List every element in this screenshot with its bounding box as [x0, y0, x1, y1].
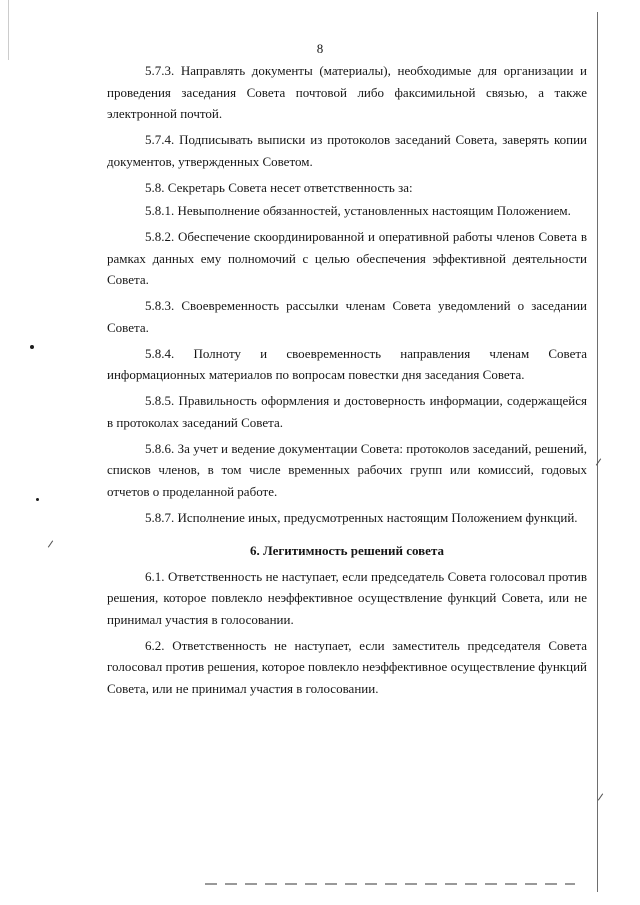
scan-edge-right: [597, 12, 598, 892]
document-body: [107, 60, 587, 704]
paragraph-5-7-3: 5.7.3. Направлять документы (материалы), необходимые для организации и проведения заседания Совета почтовой либо факсимильной связью, а также электронной почтой.: [107, 63, 587, 121]
paragraph-5-8-5: 5.8.5. Правильность оформления и достоверность информации, содержащейся в протоколах заседаний Совета.: [107, 393, 587, 430]
scan-speck: [36, 498, 39, 501]
page-number: 8: [316, 41, 324, 56]
scan-speck: [30, 345, 34, 349]
paragraph-5-8-7: 5.8.7. Исполнение иных, предусмотренных настоящим Положением функций.: [145, 509, 578, 525]
section-heading: 6. Легитимность решений совета: [249, 543, 444, 558]
scan-mark: [598, 793, 603, 800]
paragraph-5-8-3: 5.8.3. Своевременность рассылки членам Совета уведомлений о заседании Совета.: [107, 298, 587, 335]
paragraph-5-8-1: 5.8.1. Невыполнение обязанностей, установленных настоящим Положением.: [145, 203, 571, 218]
paragraph-6-2: 6.2. Ответственность не наступает, если заместитель председателя Совета голосовал против решения, которое повлекло неэффективное осуществление функций Совета, или не принимал участия в голосовании.: [107, 637, 587, 696]
paragraph-5-8: 5.8. Секретарь Совета несет ответственность за:: [145, 179, 413, 195]
scan-bottom-artifact: [205, 883, 575, 885]
scan-mark: [48, 540, 53, 547]
paragraph-5-8-2: 5.8.2. Обеспечение скоординированной и оперативной работы членов Совета в рамках данных ему полномочий с целью обеспечения эффективной деятельности Совета.: [107, 229, 587, 287]
paragraph-5-8-4: 5.8.4. Полноту и своевременность направления членам Совета информационных материалов по вопросам повестки дня заседания Совета.: [107, 345, 587, 382]
paragraph-5-8-6: 5.8.6. За учет и ведение документации Совета: протоколов заседаний, решений, списков членов, в том числе временных рабочих групп или комиссий, годовых отчетов о проделанной работе.: [107, 440, 587, 499]
paragraph-6-1: 6.1. Ответственность не наступает, если председатель Совета голосовал против решения, которое повлекло неэффективное осуществление функций Совета, или не принимал участия в голосовании.: [107, 568, 587, 627]
paragraph-5-7-4: 5.7.4. Подписывать выписки из протоколов заседаний Совета, заверять копии документов, утвержденных Советом.: [107, 132, 587, 169]
